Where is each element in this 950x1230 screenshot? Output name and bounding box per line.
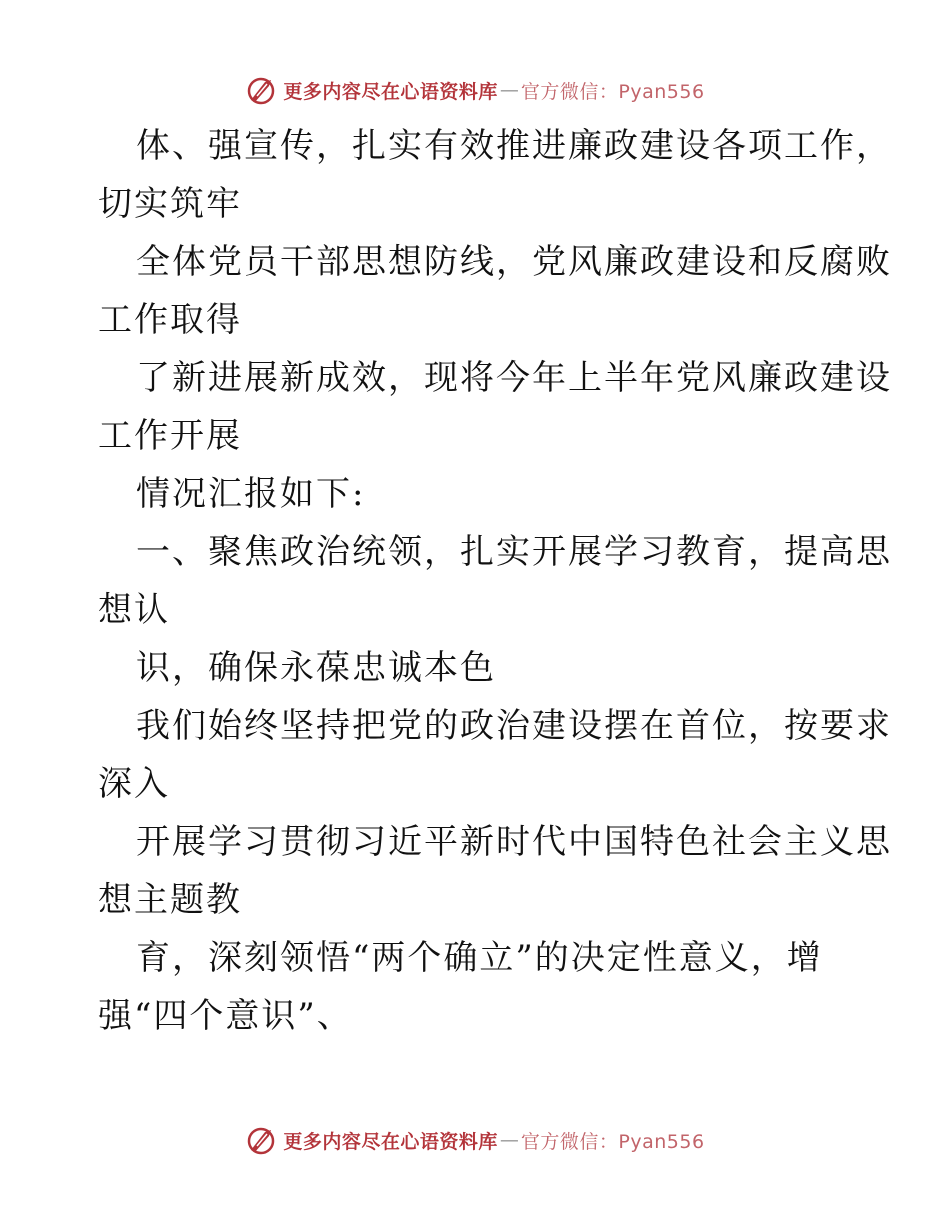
footer-watermark bbox=[0, 1120, 950, 1160]
body-line: 全体党员干部思想防线，党风廉政建设和反腐败 bbox=[136, 242, 892, 282]
watermark-wechat: 官方微信：Pyan556 bbox=[520, 1130, 705, 1153]
body-line: 育，深刻领悟“两个确立”的决定性意义，增 bbox=[136, 938, 823, 978]
body-line: 开展学习贯彻习近平新时代中国特色社会主义思 bbox=[136, 822, 892, 862]
section-heading-continued: 想认 bbox=[98, 590, 170, 630]
body-line: 想主题教 bbox=[98, 880, 242, 920]
document-body bbox=[0, 117, 950, 1045]
body-line: 体、强宣传，扎实有效推进廉政建设各项工作， bbox=[136, 126, 892, 166]
body-line: 了新进展新成效，现将今年上半年党风廉政建设 bbox=[136, 358, 892, 398]
body-line: 强“四个意识”、 bbox=[98, 996, 353, 1036]
watermark-site-name: 更多内容尽在心语资料库 bbox=[283, 1130, 498, 1153]
body-line: 深入 bbox=[98, 764, 170, 804]
body-line: 工作取得 bbox=[98, 300, 242, 340]
body-line: 情况汇报如下: bbox=[136, 474, 366, 514]
quill-pen-icon bbox=[245, 74, 277, 106]
body-line: 我们始终坚持把党的政治建设摆在首位，按要求 bbox=[136, 706, 892, 746]
body-line: 切实筑牢 bbox=[98, 184, 242, 224]
watermark-wechat: 官方微信：Pyan556 bbox=[520, 80, 705, 103]
section-heading-continued: 识，确保永葆忠诚本色 bbox=[136, 648, 496, 688]
quill-pen-icon bbox=[245, 1124, 277, 1156]
header-watermark bbox=[0, 70, 950, 110]
section-heading: 一、聚焦政治统领，扎实开展学习教育，提高思 bbox=[136, 532, 892, 572]
body-line: 工作开展 bbox=[98, 416, 242, 456]
watermark-site-name: 更多内容尽在心语资料库 bbox=[283, 80, 498, 103]
watermark-dash: — bbox=[499, 79, 519, 101]
watermark-dash: — bbox=[499, 1129, 519, 1151]
